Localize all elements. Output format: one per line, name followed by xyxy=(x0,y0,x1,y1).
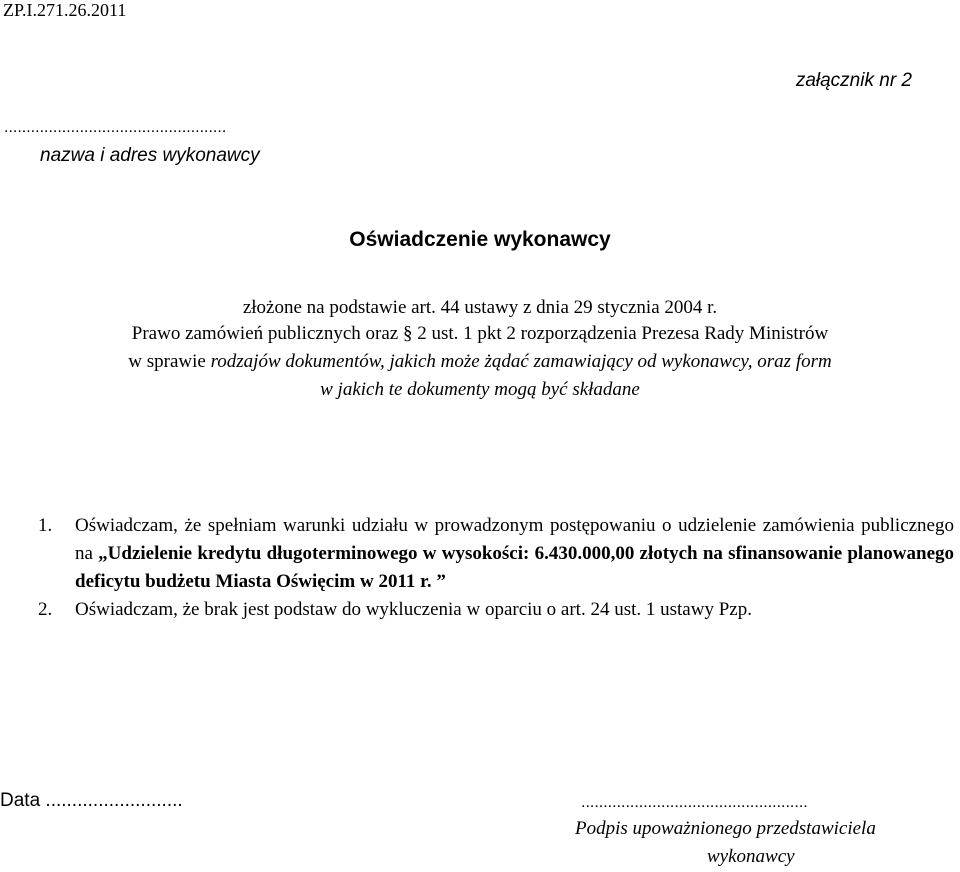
legal-basis-prefix: w sprawie xyxy=(128,351,211,372)
legal-basis-line-2: Prawo zamówień publicznych oraz § 2 ust. 1 pkt 2 rozporządzenia Prezesa Rady Ministrów xyxy=(131,323,829,344)
legal-basis-line-4: w jakich te dokumenty mogą być składane xyxy=(320,379,640,400)
tender-name: „Udzielenie kredytu długoterminowego w wysokości: 6.430.000,00 złotych na sfinansowanie planowanego deficytu budżetu Miasta Oświęcim w 2011 r. ” xyxy=(75,543,955,592)
legal-basis-line-1: złożone na podstawie art. 44 ustawy z dnia 29 stycznia 2004 r. xyxy=(242,297,718,318)
declaration-item-1 xyxy=(38,512,954,596)
signature-label-continued: wykonawcy xyxy=(707,846,795,867)
declaration-number: 1. xyxy=(38,515,53,536)
annex-label: załącznik nr 2 xyxy=(795,70,912,91)
declaration-body: Oświadczam, że spełniam warunki udziału w prowadzonym postępowaniu o udzielenie zamówienia publicznego na xyxy=(75,515,954,564)
contractor-dots: .................................................. xyxy=(4,119,227,136)
date-field: Data .......................... xyxy=(0,790,183,811)
declaration-item-2 xyxy=(38,596,954,624)
declaration-text: Oświadczam, że brak jest podstaw do wykluczenia w oparciu o art. 24 ust. 1 ustawy Pzp. xyxy=(75,599,752,620)
declaration-number: 2. xyxy=(38,599,53,620)
declaration-text xyxy=(75,512,954,596)
legal-basis-line-3 xyxy=(0,351,960,373)
document-title: Oświadczenie wykonawcy xyxy=(349,228,611,251)
legal-basis-italic: rodzajów dokumentów, jakich może żądać zamawiający od wykonawcy, oraz form xyxy=(210,351,832,372)
signature-dots: ................................................... xyxy=(581,794,808,811)
signature-label: Podpis upoważnionego przedstawiciela xyxy=(575,818,876,839)
declarations-list xyxy=(38,512,954,624)
document-reference: ZP.I.271.26.2011 xyxy=(3,0,127,20)
contractor-label: nazwa i adres wykonawcy xyxy=(40,145,260,166)
